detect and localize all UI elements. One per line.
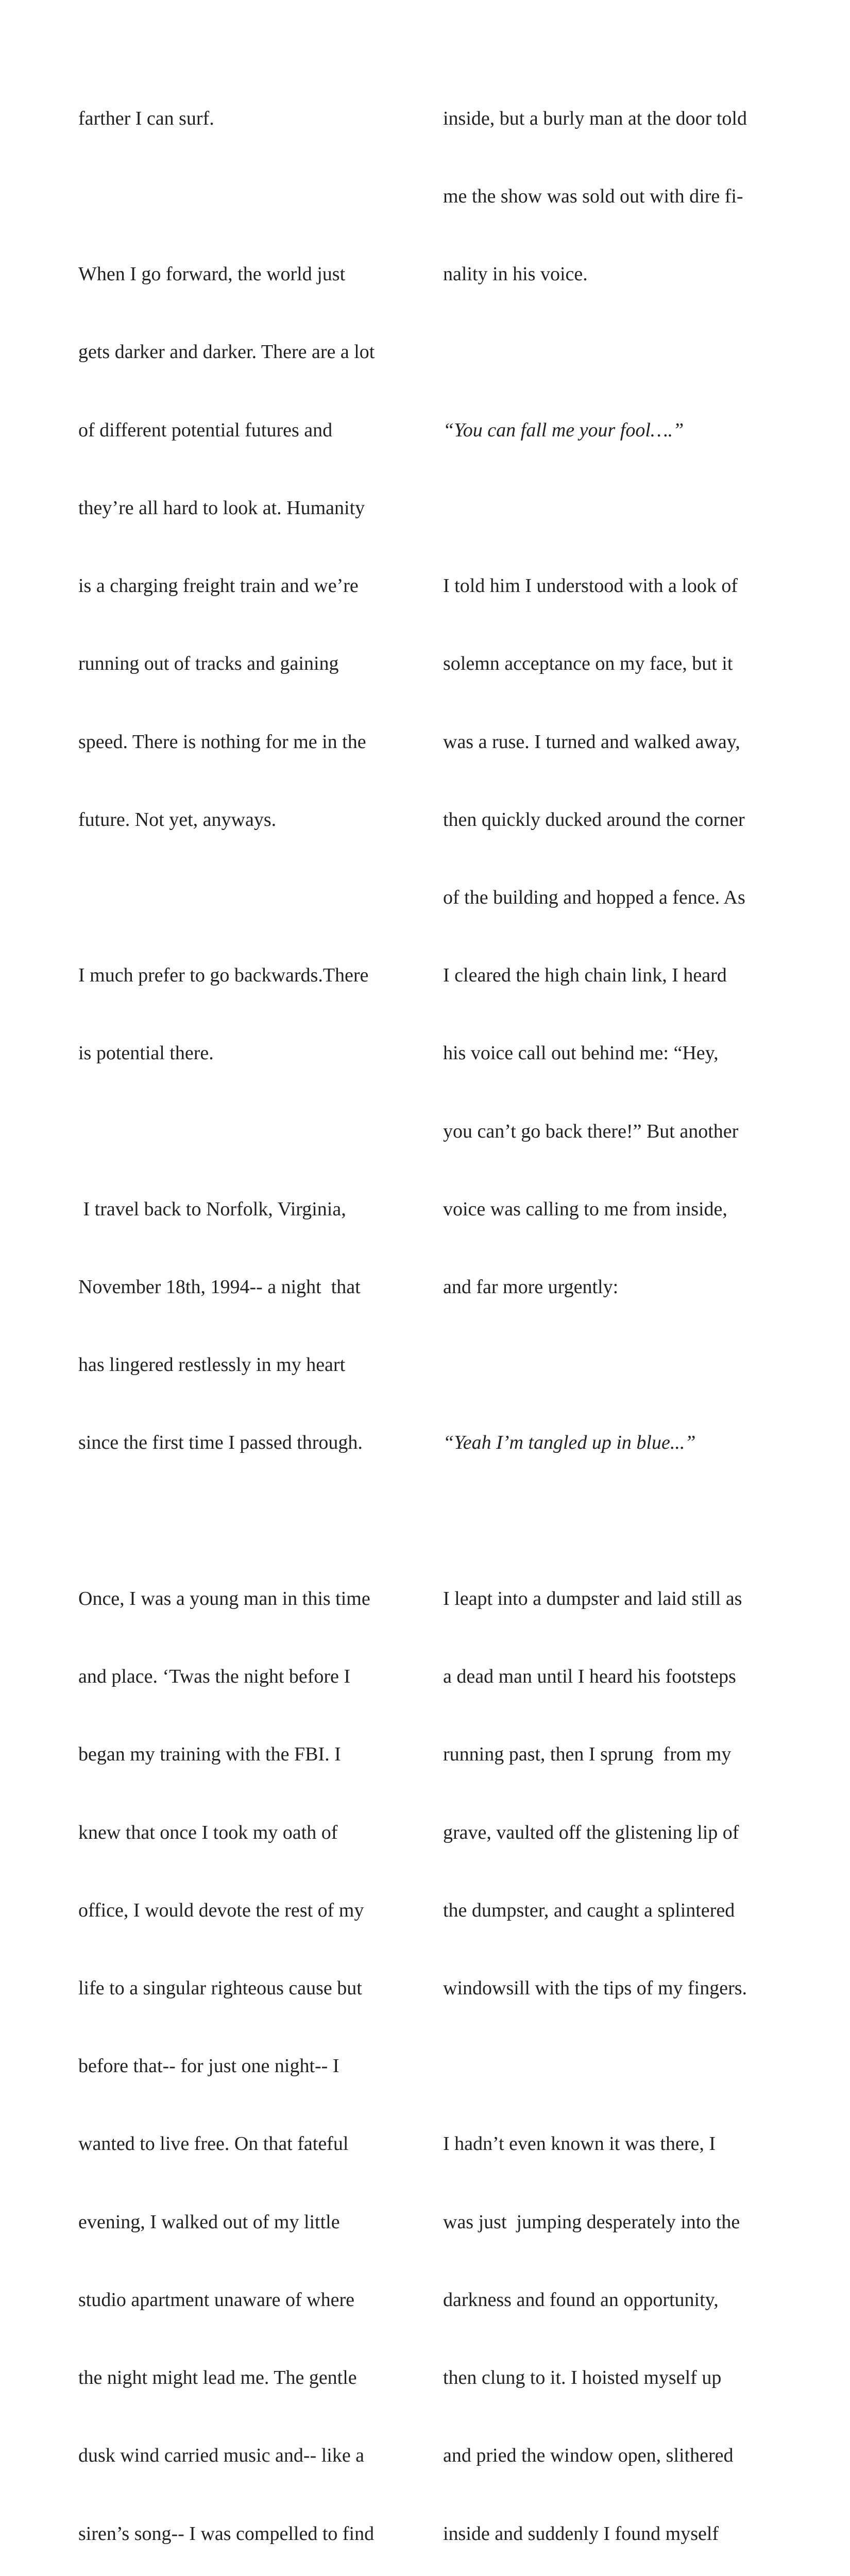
- right-column: [443, 54, 778, 2576]
- paragraph: [78, 1534, 413, 2576]
- text-line: dusk wind carried music and-- like a: [78, 2445, 365, 2467]
- text-line: before that-- for just one night-- I: [78, 2055, 339, 2077]
- text-line: is a charging freight train and we’re: [78, 575, 359, 597]
- paragraph: [443, 54, 778, 339]
- text-line: future. Not yet, anyways.: [78, 808, 277, 831]
- text-line: I travel back to Norfolk, Virginia,: [78, 1198, 346, 1220]
- quote-paragraph: [443, 365, 778, 495]
- text-line: Once, I was a young man in this time: [78, 1587, 370, 1609]
- text-line: I leapt into a dumpster and laid still as: [443, 1587, 742, 1609]
- text-line: his voice call out behind me: “Hey,: [443, 1042, 719, 1064]
- text-line: and far more urgently:: [443, 1276, 619, 1298]
- text-line: When I go forward, the world just: [78, 263, 346, 285]
- text-line: inside, but a burly man at the door told: [443, 107, 747, 129]
- text-line: of different potential futures and: [78, 419, 333, 441]
- text-line: of the building and hopped a fence. As: [443, 886, 745, 908]
- text-line: I much prefer to go backwards.There: [78, 964, 369, 987]
- text-line: the dumpster, and caught a splintered: [443, 1899, 735, 1921]
- paragraph: [443, 521, 778, 1352]
- text-line: windowsill with the tips of my fingers.: [443, 1977, 747, 1999]
- text-line: solemn acceptance on my face, but it: [443, 653, 733, 675]
- text-line: gets darker and darker. There are a lot: [78, 341, 375, 363]
- text-line: since the first time I passed through.: [78, 1432, 363, 1454]
- text-line: November 18th, 1994-- a night that: [78, 1276, 361, 1298]
- paragraph: [78, 209, 413, 885]
- text-line: wanted to live free. On that fateful: [78, 2133, 349, 2155]
- text-line: was a ruse. I turned and walked away,: [443, 731, 740, 753]
- text-line: voice was calling to me from inside,: [443, 1198, 727, 1220]
- text-line: nality in his voice.: [443, 263, 588, 285]
- text-line: office, I would devote the rest of my: [78, 1899, 364, 1921]
- text-line: studio apartment unaware of where: [78, 2289, 355, 2311]
- text-line: running out of tracks and gaining: [78, 653, 339, 675]
- text-line: speed. There is nothing for me in the: [78, 731, 366, 753]
- text-line: and pried the window open, slithered: [443, 2445, 734, 2467]
- paragraph: [78, 54, 413, 183]
- quote-paragraph: [443, 1378, 778, 1508]
- text-line: the night might lead me. The gentle: [78, 2367, 357, 2389]
- text-line: grave, vaulted off the glistening lip of: [443, 1821, 739, 1843]
- paragraph: [78, 1144, 413, 1508]
- italic-quote: “You can fall me your fool….”: [443, 419, 684, 441]
- text-line: darkness and found an opportunity,: [443, 2289, 719, 2311]
- paragraph: [443, 1534, 778, 2053]
- paragraph: [78, 910, 413, 1118]
- text-line: has lingered restlessly in my heart: [78, 1354, 346, 1376]
- text-line: then quickly ducked around the corner: [443, 808, 745, 831]
- text-line: farther I can surf.: [78, 107, 214, 129]
- text-line: then clung to it. I hoisted myself up: [443, 2367, 722, 2389]
- text-line: is potential there.: [78, 1042, 214, 1064]
- text-line: I hadn’t even known it was there, I: [443, 2133, 716, 2155]
- left-column: [78, 54, 413, 2576]
- text-line: inside and suddenly I found myself: [443, 2522, 719, 2545]
- text-line: was just jumping desperately into the: [443, 2211, 740, 2233]
- text-line: knew that once I took my oath of: [78, 1821, 338, 1843]
- text-line: I cleared the high chain link, I heard: [443, 964, 727, 987]
- text-line: I told him I understood with a look of: [443, 575, 738, 597]
- text-line: and place. ‘Twas the night before I: [78, 1666, 351, 1688]
- italic-quote: “Yeah I’m tangled up in blue...”: [443, 1432, 696, 1454]
- paragraph: [443, 2079, 778, 2576]
- text-line: siren’s song-- I was compelled to find: [78, 2522, 375, 2545]
- text-line: began my training with the FBI. I: [78, 1743, 341, 1766]
- text-line: you can’t go back there!” But another: [443, 1120, 739, 1142]
- text-line: evening, I walked out of my little: [78, 2211, 340, 2233]
- text-line: life to a singular righteous cause but: [78, 1977, 362, 1999]
- text-line: a dead man until I heard his footsteps: [443, 1666, 736, 1688]
- text-line: me the show was sold out with dire fi-: [443, 185, 743, 208]
- text-line: running past, then I sprung from my: [443, 1743, 732, 1766]
- text-line: they’re all hard to look at. Humanity: [78, 497, 365, 519]
